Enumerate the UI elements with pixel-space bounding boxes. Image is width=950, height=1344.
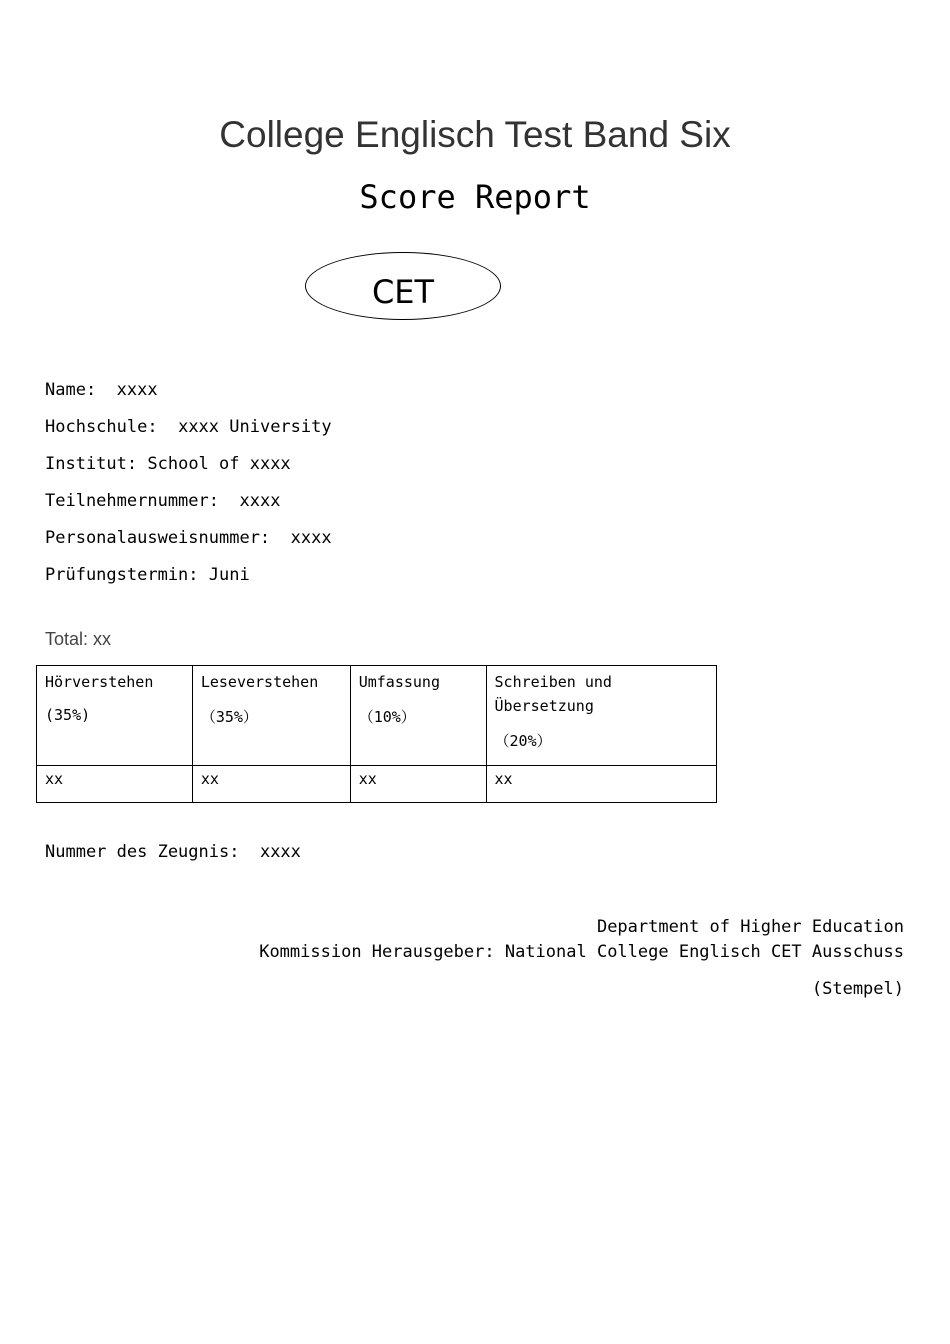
header-cell-listening: Hörverstehen (35%) xyxy=(37,666,193,766)
total-score: Total: xx xyxy=(45,629,112,649)
report-title: College Englisch Test Band Six xyxy=(219,114,731,155)
score-table-value-row xyxy=(37,766,717,803)
issuer-commission: Kommission Herausgeber: National College Englisch CET Ausschuss xyxy=(259,942,904,962)
value-cell-comprehensive: xx xyxy=(350,766,486,803)
header-cell-writing-translation: Schreiben und Übersetzung （20%） xyxy=(486,666,716,766)
info-row-id-number: Personalausweisnummer: xxxx xyxy=(45,528,332,548)
seal-text: CET xyxy=(371,273,435,311)
cet-seal xyxy=(305,252,501,320)
info-row-institute: Institut: School of xxxx xyxy=(45,454,291,474)
header-cell-reading: Leseverstehen （35%） xyxy=(192,666,350,766)
stamp-note: (Stempel) xyxy=(811,979,904,999)
score-table-header-row xyxy=(37,666,717,766)
issuer-department: Department of Higher Education xyxy=(596,917,904,937)
score-table xyxy=(36,665,717,803)
value-cell-listening: xx xyxy=(37,766,193,803)
value-cell-reading: xx xyxy=(192,766,350,803)
issuer-block xyxy=(259,915,904,1002)
info-row-exam-date: Prüfungstermin: Juni xyxy=(45,565,250,585)
info-row-name: Name: xxxx xyxy=(45,380,158,400)
report-subtitle: Score Report xyxy=(359,178,591,216)
value-cell-writing-translation: xx xyxy=(486,766,716,803)
certificate-number: Nummer des Zeugnis: xxxx xyxy=(45,842,301,862)
info-row-participant-number: Teilnehmernummer: xxxx xyxy=(45,491,281,511)
candidate-info xyxy=(45,372,332,594)
info-row-university: Hochschule: xxxx University xyxy=(45,417,332,437)
header-cell-comprehensive: Umfassung （10%） xyxy=(350,666,486,766)
